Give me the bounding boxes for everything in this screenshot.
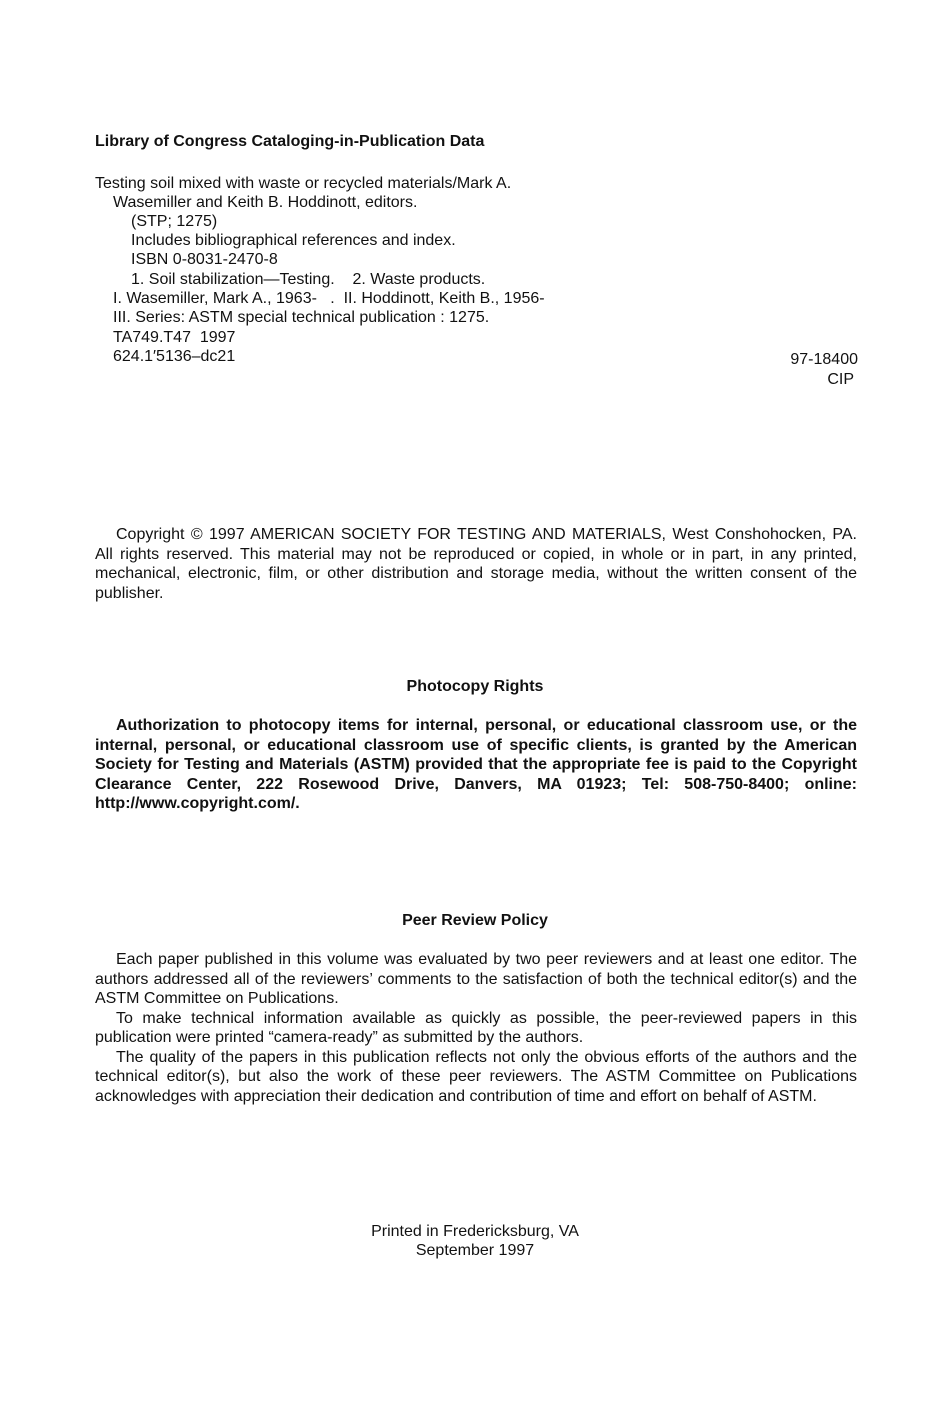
photocopy-rights-title: Photocopy Rights [406, 678, 544, 695]
printed-place: Printed in Fredericksburg, VA [371, 1223, 579, 1240]
cip-line: TA749.T47 1997 [113, 329, 236, 346]
cip-line: ISBN 0-8031-2470-8 [131, 251, 278, 268]
copyright-notice: Copyright © 1997 AMERICAN SOCIETY FOR TESTING AND MATERIALS, West Conshohocken, PA. All rights reserved. This material may not be reproduced or copied, in whole or in part, in any printed, mechanical, electronic, film, or other distribution and storage media, without the written consent of the publisher. [95, 526, 857, 602]
lccn-number: 97-18400 [790, 351, 858, 368]
cip-line: Testing soil mixed with waste or recycled materials/Mark A. [95, 175, 512, 192]
peer-review-title: Peer Review Policy [402, 912, 548, 929]
peer-review-paragraph: The quality of the papers in this publication reflects not only the obvious efforts of the authors and the technical editor(s), but also the work of these peer reviewers. The ASTM Committee on Publications acknowledges with appreciation their dedication and contribution of time and effort on behalf of ASTM. [95, 1048, 857, 1105]
cip-line: (STP; 1275) [131, 213, 218, 230]
cip-label: CIP [827, 371, 854, 388]
cip-line: Wasemiller and Keith B. Hoddinott, editors. [113, 194, 418, 211]
photocopy-rights-text: Authorization to photocopy items for internal, personal, or educational classroom use, or the internal, personal, or educational classroom use of specific clients, is granted by the American Society for Testing and Materials (ASTM) provided that the appropriate fee is paid to the Copyright Clearance Center, 222 Rosewood Drive, Danvers, MA 01923; Tel: 508-750-8400; online: http://www.copyright.com/. [95, 717, 857, 812]
peer-review-body [95, 950, 857, 1106]
cip-line: I. Wasemiller, Mark A., 1963- . II. Hoddinott, Keith B., 1956- [113, 290, 545, 307]
cip-heading: Library of Congress Cataloging-in-Publication Data [95, 133, 485, 150]
printed-date: September 1997 [415, 1242, 535, 1259]
cip-line: 624.1′5136–dc21 [113, 348, 236, 365]
cip-line: 1. Soil stabilization—Testing. 2. Waste products. [131, 271, 486, 288]
cip-line: III. Series: ASTM special technical publication : 1275. [113, 309, 490, 326]
peer-review-paragraph: Each paper published in this volume was evaluated by two peer reviewers and at least one editor. The authors addressed all of the reviewers’ comments to the satisfaction of both the technical editor(s) and the ASTM Committee on Publications. [95, 951, 857, 1007]
cip-line: Includes bibliographical references and index. [131, 232, 456, 249]
peer-review-paragraph: To make technical information available as quickly as possible, the peer-reviewed papers in this publication were printed “camera-ready” as submitted by the authors. [95, 1009, 857, 1046]
